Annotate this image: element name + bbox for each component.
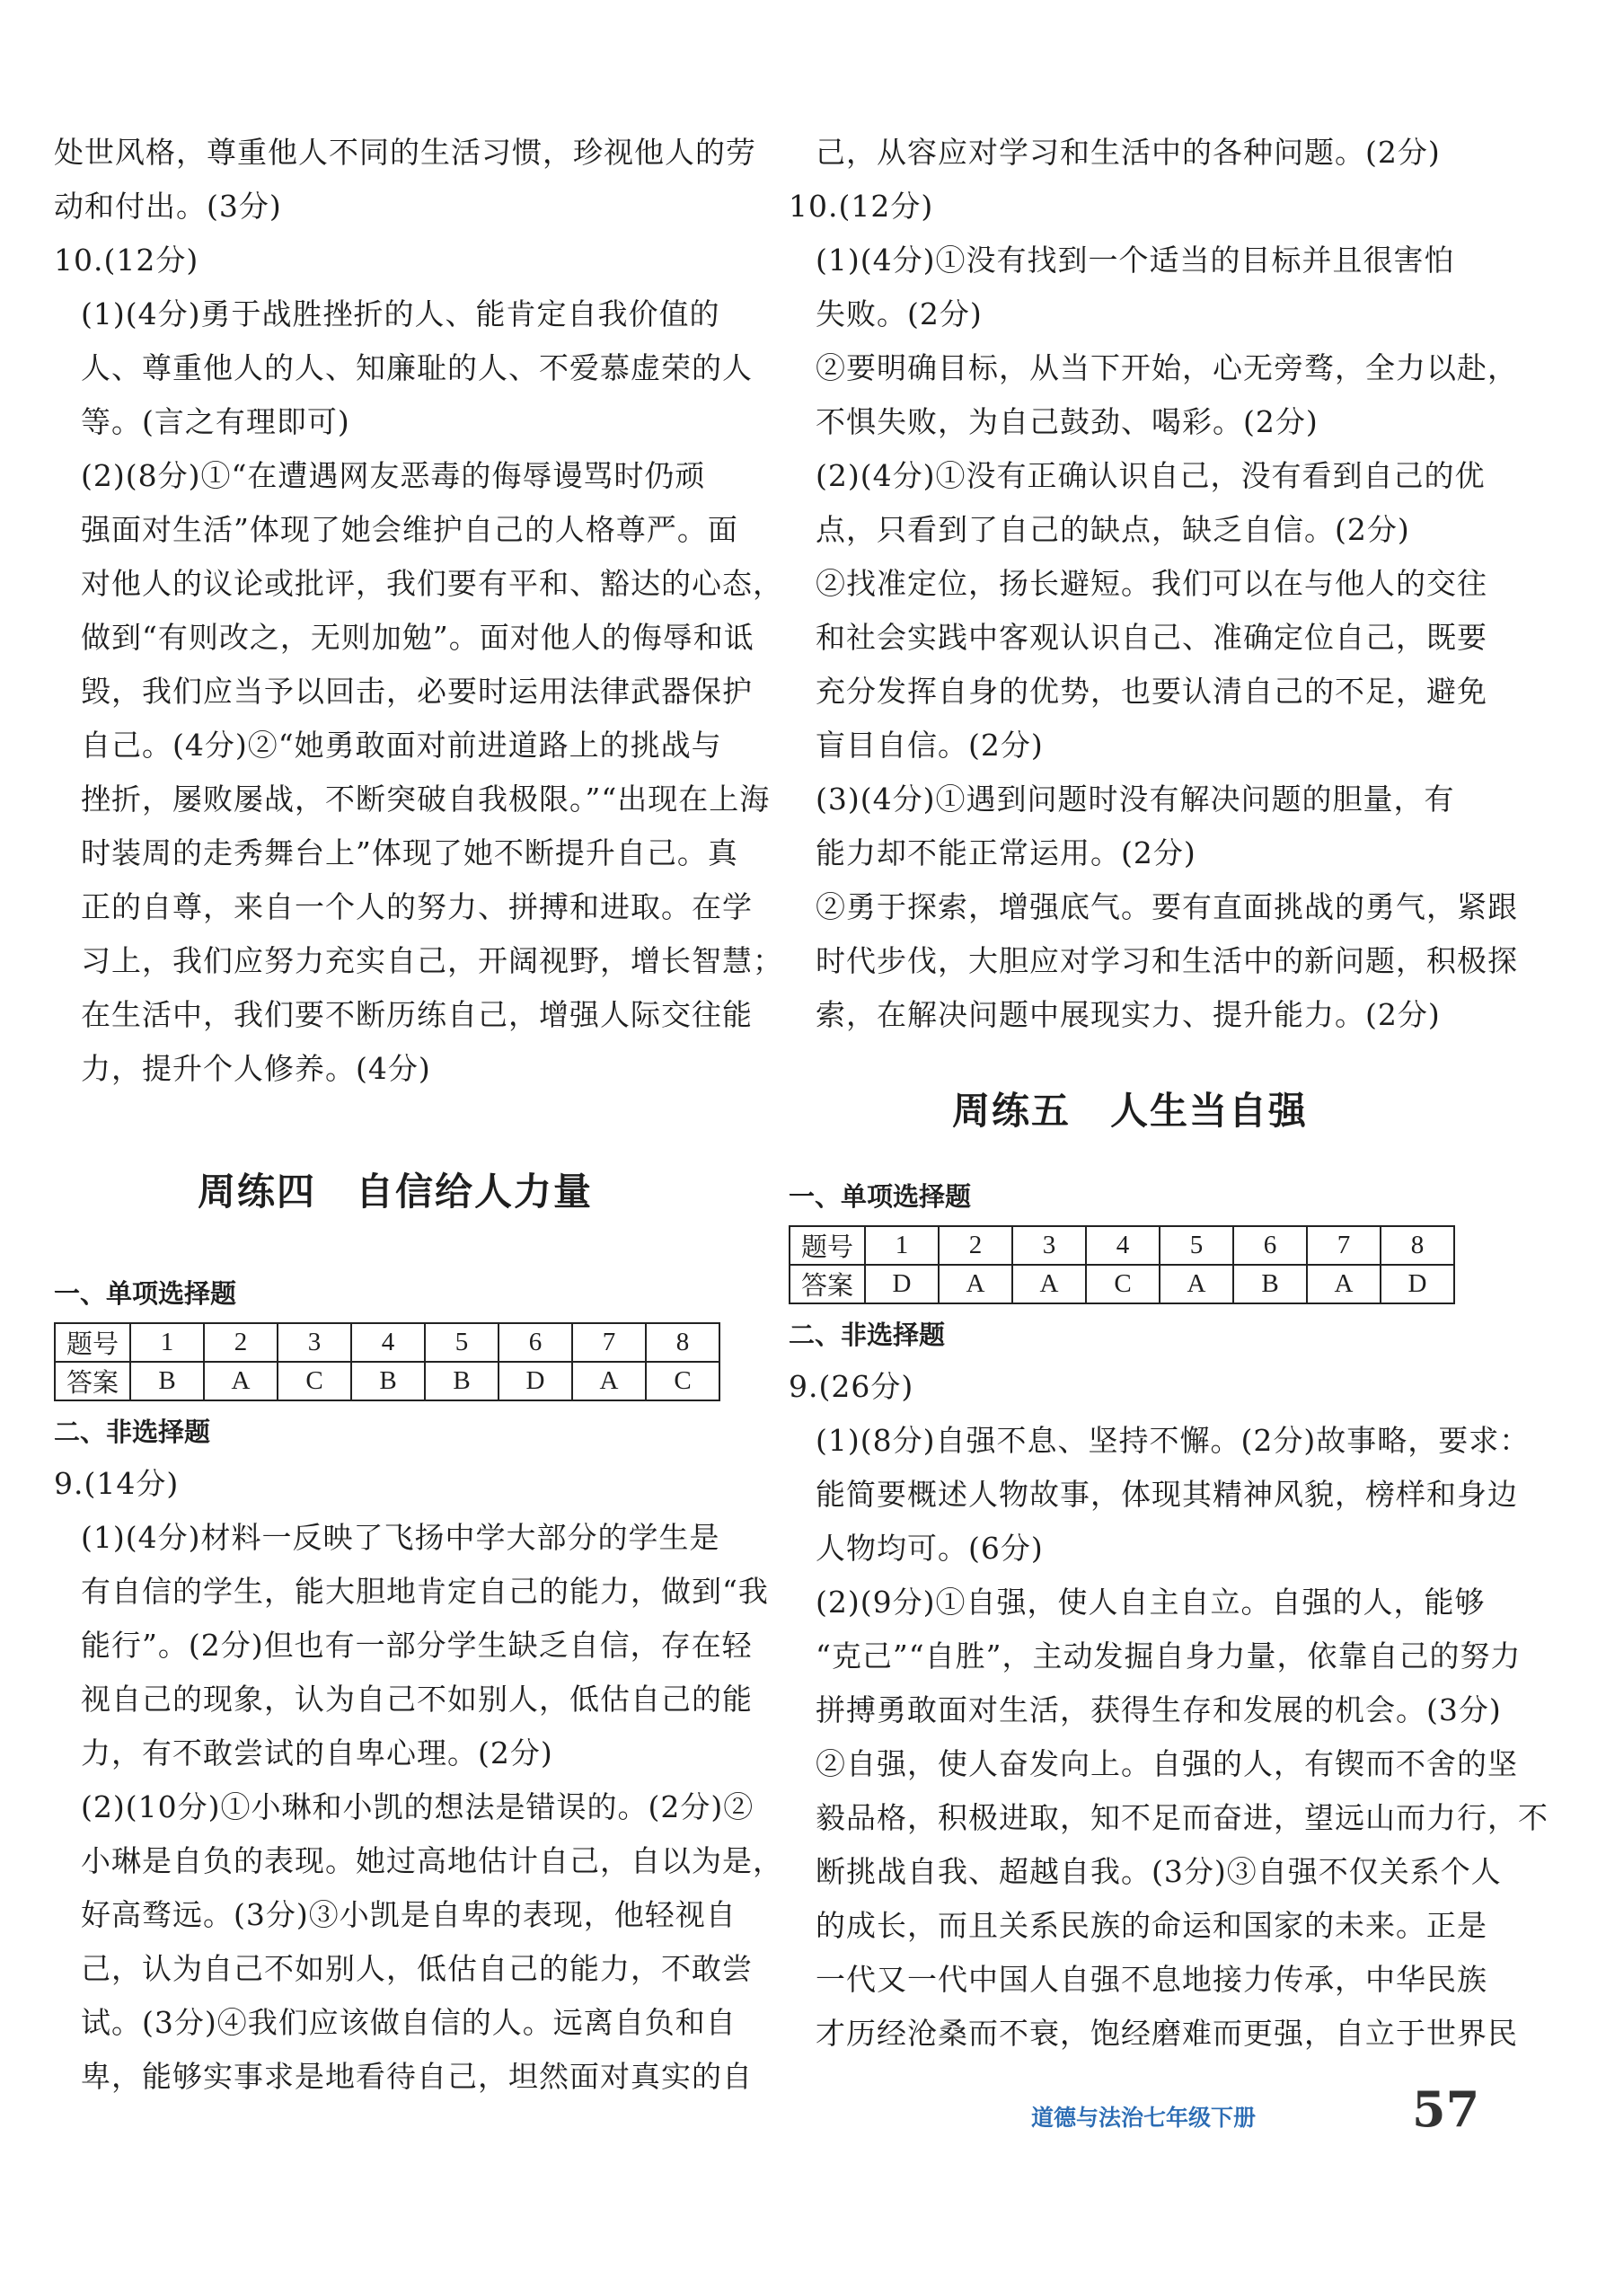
text-line: 挫折，屡败屡战，不断突破自我极限。”“出现在上海 bbox=[81, 782, 771, 817]
left-section-non-choice: 二、非选择题 bbox=[54, 1417, 211, 1447]
page-number: 57 bbox=[1412, 2080, 1480, 2138]
answer-cell: C bbox=[1086, 1265, 1160, 1303]
text-line: (2)(4分)①没有正确认识自己，没有看到自己的优 bbox=[816, 458, 1486, 493]
answer-cell: D bbox=[1381, 1265, 1454, 1303]
right-column bbox=[789, 126, 1549, 2061]
question-number-cell: 8 bbox=[1381, 1226, 1454, 1265]
text-line: 动和付出。(3分) bbox=[54, 189, 282, 224]
answer-cell: B bbox=[351, 1362, 425, 1400]
text-line: 毁，我们应当予以回击，必要时运用法律武器保护 bbox=[81, 674, 753, 709]
answer-cell: C bbox=[646, 1362, 719, 1400]
text-line: 时代步伐，大胆应对学习和生活中的新问题，积极探 bbox=[816, 943, 1518, 978]
text-line: 不惧失败，为自己鼓劲、喝彩。(2分) bbox=[816, 404, 1319, 439]
table-head-cell: 题号 bbox=[55, 1323, 130, 1362]
text-line: 等。(言之有理即可) bbox=[81, 404, 350, 439]
answer-cell: B bbox=[130, 1362, 204, 1400]
text-line: (1)(4分)材料一反映了飞扬中学大部分的学生是 bbox=[81, 1520, 720, 1555]
text-line: 正的自尊，来自一个人的努力、拼搏和进取。在学 bbox=[81, 889, 753, 924]
week5-title: 周练五 人生当自强 bbox=[951, 1089, 1308, 1133]
text-line: (3)(4分)①遇到问题时没有解决问题的胆量，有 bbox=[816, 782, 1455, 817]
text-line: 做到“有则改之，无则加勉”。面对他人的侮辱和诋 bbox=[81, 620, 754, 655]
table-head-cell: 题号 bbox=[790, 1226, 865, 1265]
text-line: 小琳是自负的表现。她过高地估计自己，自以为是， bbox=[81, 1843, 783, 1878]
left-table-row-answer bbox=[55, 1362, 719, 1400]
answer-cell: A bbox=[204, 1362, 278, 1400]
right-table-row-number bbox=[790, 1226, 1454, 1265]
right-answer-table bbox=[789, 1225, 1455, 1304]
left-q10-answer bbox=[54, 287, 783, 1096]
text-line: 视自己的现象，认为自己不如别人，低估自己的能 bbox=[81, 1682, 753, 1717]
text-line: 好高骛远。(3分)③小凯是自卑的表现，他轻视自 bbox=[81, 1897, 737, 1932]
text-line: 毅品格，积极进取，知不足而奋进，望远山而力行，不 bbox=[816, 1800, 1549, 1835]
question-number-cell: 1 bbox=[865, 1226, 939, 1265]
question-number-cell: 4 bbox=[351, 1323, 425, 1362]
question-number-cell: 7 bbox=[572, 1323, 646, 1362]
text-line: 能简要概述人物故事，体现其精神风貌，榜样和身边 bbox=[816, 1477, 1518, 1512]
table-head-cell: 答案 bbox=[790, 1265, 865, 1303]
text-line: 人物均可。(6分) bbox=[816, 1531, 1044, 1566]
answer-cell: A bbox=[1307, 1265, 1381, 1303]
text-line: 力，有不敢尝试的自卑心理。(2分) bbox=[81, 1735, 553, 1771]
right-q9-answer bbox=[789, 1414, 1549, 2061]
right-q10-label: 10.(12分) bbox=[789, 189, 934, 224]
text-line: 人、尊重他人的人、知廉耻的人、不爱慕虚荣的人 bbox=[81, 350, 753, 385]
left-column bbox=[54, 126, 783, 2104]
text-line: 在生活中，我们要不断历练自己，增强人际交往能 bbox=[81, 997, 753, 1032]
question-number-cell: 1 bbox=[130, 1323, 204, 1362]
text-line: 索，在解决问题中展现实力、提升能力。(2分) bbox=[816, 997, 1441, 1032]
answer-cell: A bbox=[1012, 1265, 1086, 1303]
text-line: ②要明确目标，从当下开始，心无旁骛，全力以赴， bbox=[816, 350, 1518, 385]
text-line: (2)(10分)①小琳和小凯的想法是错误的。(2分)② bbox=[81, 1789, 754, 1824]
text-line: 盲目自信。(2分) bbox=[816, 728, 1044, 763]
question-number-cell: 5 bbox=[425, 1323, 499, 1362]
text-line: 试。(3分)④我们应该做自信的人。远离自负和自 bbox=[81, 2005, 737, 2040]
text-line: 才历经沧桑而不衰，饱经磨难而更强，自立于世界民 bbox=[816, 2016, 1518, 2051]
right-q9-label: 9.(26分) bbox=[789, 1369, 914, 1404]
question-number-cell: 2 bbox=[939, 1226, 1012, 1265]
question-number-cell: 6 bbox=[1233, 1226, 1307, 1265]
left-q9-label: 9.(14分) bbox=[54, 1466, 180, 1501]
text-line: (1)(8分)自强不息、坚持不懈。(2分)故事略，要求： bbox=[816, 1423, 1531, 1458]
left-answer-table bbox=[54, 1322, 720, 1401]
week4-title: 周练四 自信给人力量 bbox=[197, 1170, 593, 1214]
answer-cell: A bbox=[939, 1265, 1012, 1303]
text-line: 时装周的走秀舞台上”体现了她不断提升自己。真 bbox=[81, 835, 738, 870]
right-q10-answer bbox=[789, 234, 1518, 1042]
left-q9-answer bbox=[54, 1511, 783, 2104]
text-line: 卑，能够实事求是地看待自己，坦然面对真实的自 bbox=[81, 2059, 753, 2094]
text-line: 己，从容应对学习和生活中的各种问题。(2分) bbox=[816, 135, 1441, 170]
answer-cell: B bbox=[1233, 1265, 1307, 1303]
question-number-cell: 3 bbox=[278, 1323, 351, 1362]
answer-cell: C bbox=[278, 1362, 351, 1400]
text-line: 失败。(2分) bbox=[816, 296, 983, 331]
answer-cell: A bbox=[1160, 1265, 1233, 1303]
question-number-cell: 5 bbox=[1160, 1226, 1233, 1265]
text-line: 己，认为自己不如别人，低估自己的能力，不敢尝 bbox=[81, 1951, 753, 1986]
question-number-cell: 4 bbox=[1086, 1226, 1160, 1265]
answer-cell: A bbox=[572, 1362, 646, 1400]
text-line: 对他人的议论或批评，我们要有平和、豁达的心态， bbox=[81, 566, 783, 601]
question-number-cell: 6 bbox=[499, 1323, 572, 1362]
answer-cell: B bbox=[425, 1362, 499, 1400]
text-line: ②勇于探索，增强底气。要有直面挑战的勇气，紧跟 bbox=[816, 889, 1518, 924]
answer-cell: D bbox=[865, 1265, 939, 1303]
text-line: 强面对生活”体现了她会维护自己的人格尊严。面 bbox=[81, 512, 738, 547]
text-line: 自己。(4分)②“她勇敢面对前进道路上的挑战与 bbox=[81, 728, 722, 763]
text-line: (2)(9分)①自强，使人自主自立。自强的人，能够 bbox=[816, 1585, 1486, 1620]
text-line: 的成长，而且关系民族的命运和国家的未来。正是 bbox=[816, 1908, 1487, 1943]
question-number-cell: 8 bbox=[646, 1323, 719, 1362]
text-line: (1)(4分)勇于战胜挫折的人、能肯定自我价值的 bbox=[81, 296, 720, 331]
right-table-row-answer bbox=[790, 1265, 1454, 1303]
text-line: 断挑战自我、超越自我。(3分)③自强不仅关系个人 bbox=[816, 1854, 1502, 1889]
text-line: ②找准定位，扬长避短。我们可以在与他人的交往 bbox=[816, 566, 1487, 601]
text-line: 习上，我们应努力充实自己，开阔视野，增长智慧； bbox=[81, 943, 783, 978]
question-number-cell: 3 bbox=[1012, 1226, 1086, 1265]
text-line: 有自信的学生，能大胆地肯定自己的能力，做到“我 bbox=[81, 1574, 769, 1609]
left-top-lines bbox=[54, 126, 756, 234]
right-section-single-choice: 一、单项选择题 bbox=[789, 1181, 972, 1212]
text-line: (2)(8分)①“在遭遇网友恶毒的侮辱谩骂时仍顽 bbox=[81, 458, 706, 493]
footer-book-title: 道德与法治七年级下册 bbox=[1031, 2105, 1257, 2131]
question-number-cell: 2 bbox=[204, 1323, 278, 1362]
text-line: 处世风格，尊重他人不同的生活习惯，珍视他人的劳 bbox=[54, 135, 756, 170]
right-top-lines bbox=[789, 126, 1471, 180]
text-line: 能力却不能正常运用。(2分) bbox=[816, 835, 1196, 870]
text-line: 点，只看到了自己的缺点，缺乏自信。(2分) bbox=[816, 512, 1410, 547]
text-line: 拼搏勇敢面对生活，获得生存和发展的机会。(3分) bbox=[816, 1692, 1502, 1727]
text-line: (1)(4分)①没有找到一个适当的目标并且很害怕 bbox=[816, 243, 1455, 278]
answer-cell: D bbox=[499, 1362, 572, 1400]
text-line: ②自强，使人奋发向上。自强的人，有锲而不舍的坚 bbox=[816, 1746, 1518, 1781]
question-number-cell: 7 bbox=[1307, 1226, 1381, 1265]
left-table-row-number bbox=[55, 1323, 719, 1362]
left-section-single-choice: 一、单项选择题 bbox=[54, 1278, 237, 1309]
text-line: 一代又一代中国人自强不息地接力传承，中华民族 bbox=[816, 1962, 1487, 1997]
left-q10-label: 10.(12分) bbox=[54, 243, 199, 278]
table-head-cell: 答案 bbox=[55, 1362, 130, 1400]
text-line: “克己”“自胜”，主动发掘自身力量，依靠自己的努力 bbox=[816, 1638, 1522, 1673]
text-line: 能行”。(2分)但也有一部分学生缺乏自信，存在轻 bbox=[81, 1628, 753, 1663]
right-section-non-choice: 二、非选择题 bbox=[789, 1320, 946, 1350]
text-line: 充分发挥自身的优势，也要认清自己的不足，避免 bbox=[816, 674, 1487, 709]
text-line: 力，提升个人修养。(4分) bbox=[81, 1051, 431, 1086]
text-line: 和社会实践中客观认识自己、准确定位自己，既要 bbox=[816, 620, 1487, 655]
